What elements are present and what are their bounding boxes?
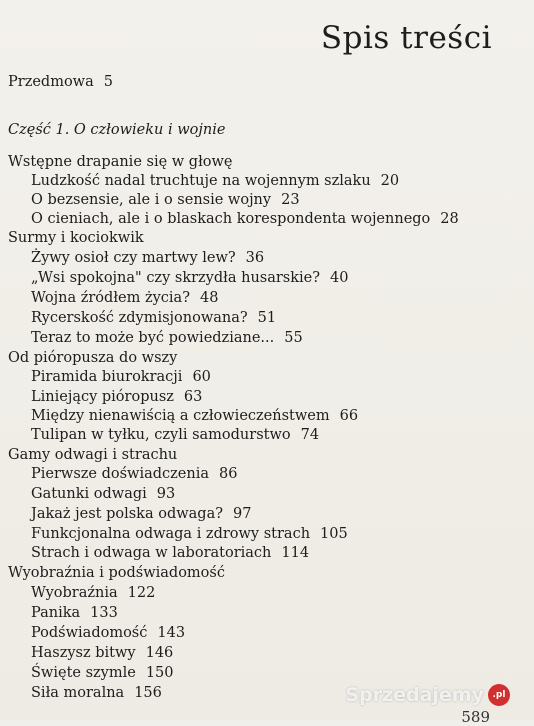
chapter-heading: Wstępne drapanie się w głowę	[8, 154, 233, 170]
toc-entry: Święte szymle 150	[31, 665, 174, 681]
toc-entry: Między nienawiścią a człowieczeństwem 66	[31, 408, 359, 424]
watermark-badge-icon: .pl	[488, 684, 510, 706]
toc-entry: Przedmowa 5	[8, 74, 113, 90]
toc-entry: Tulipan w tyłku, czyli samodurstwo 74	[31, 427, 320, 443]
chapter-heading: Surmy i kociokwik	[8, 230, 144, 246]
toc-entry: Żywy osioł czy martwy lew? 36	[31, 250, 265, 266]
page-title: Spis treści	[320, 20, 492, 56]
toc-entry: Wojna źródłem życia? 48	[31, 290, 219, 306]
toc-entry: Podświadomość 143	[31, 625, 186, 641]
toc-entry: Ludzkość nadal truchtuje na wojennym szlaku 20	[31, 173, 400, 189]
toc-entry: Rycerskość zdymisjonowana? 51	[31, 310, 277, 326]
toc-entry: O bezsensie, ale i o sensie wojny 23	[31, 192, 300, 208]
toc-entry: Siła moralna 156	[31, 685, 162, 701]
toc-entry: Panika 133	[31, 605, 118, 621]
toc-entry: Pierwsze doświadczenia 86	[31, 466, 238, 482]
toc-entry: Piramida biurokracji 60	[31, 369, 211, 385]
toc-entry: Strach i odwaga w laboratoriach 114	[31, 545, 310, 561]
toc-entry: Jakaż jest polska odwaga? 97	[31, 506, 252, 522]
toc-entry: Funkcjonalna odwaga i zdrowy strach 105	[31, 526, 348, 542]
watermark-text: Sprzedajemy	[345, 684, 484, 706]
chapter-heading: Gamy odwagi i strachu	[8, 447, 178, 463]
chapter-heading: Od pióropusza do wszy	[8, 350, 178, 366]
toc-entry: Wyobraźnia 122	[31, 585, 156, 601]
toc-entry: Haszysz bitwy 146	[31, 645, 174, 661]
page-number: 589	[461, 708, 490, 726]
watermark-logo	[345, 684, 510, 706]
toc-entry: O cieniach, ale i o blaskach korespondenta wojennego 28	[31, 211, 459, 227]
toc-entry: Teraz to może być powiedziane... 55	[31, 330, 303, 346]
toc-entry: „Wsi spokojna" czy skrzydła husarskie? 40	[31, 270, 349, 286]
toc-entry: Gatunki odwagi 93	[31, 486, 176, 502]
part-heading: Część 1. O człowieku i wojnie	[8, 122, 226, 138]
toc-entry: Liniejący pióropusz 63	[31, 389, 203, 405]
chapter-heading: Wyobraźnia i podświadomość	[8, 565, 225, 581]
